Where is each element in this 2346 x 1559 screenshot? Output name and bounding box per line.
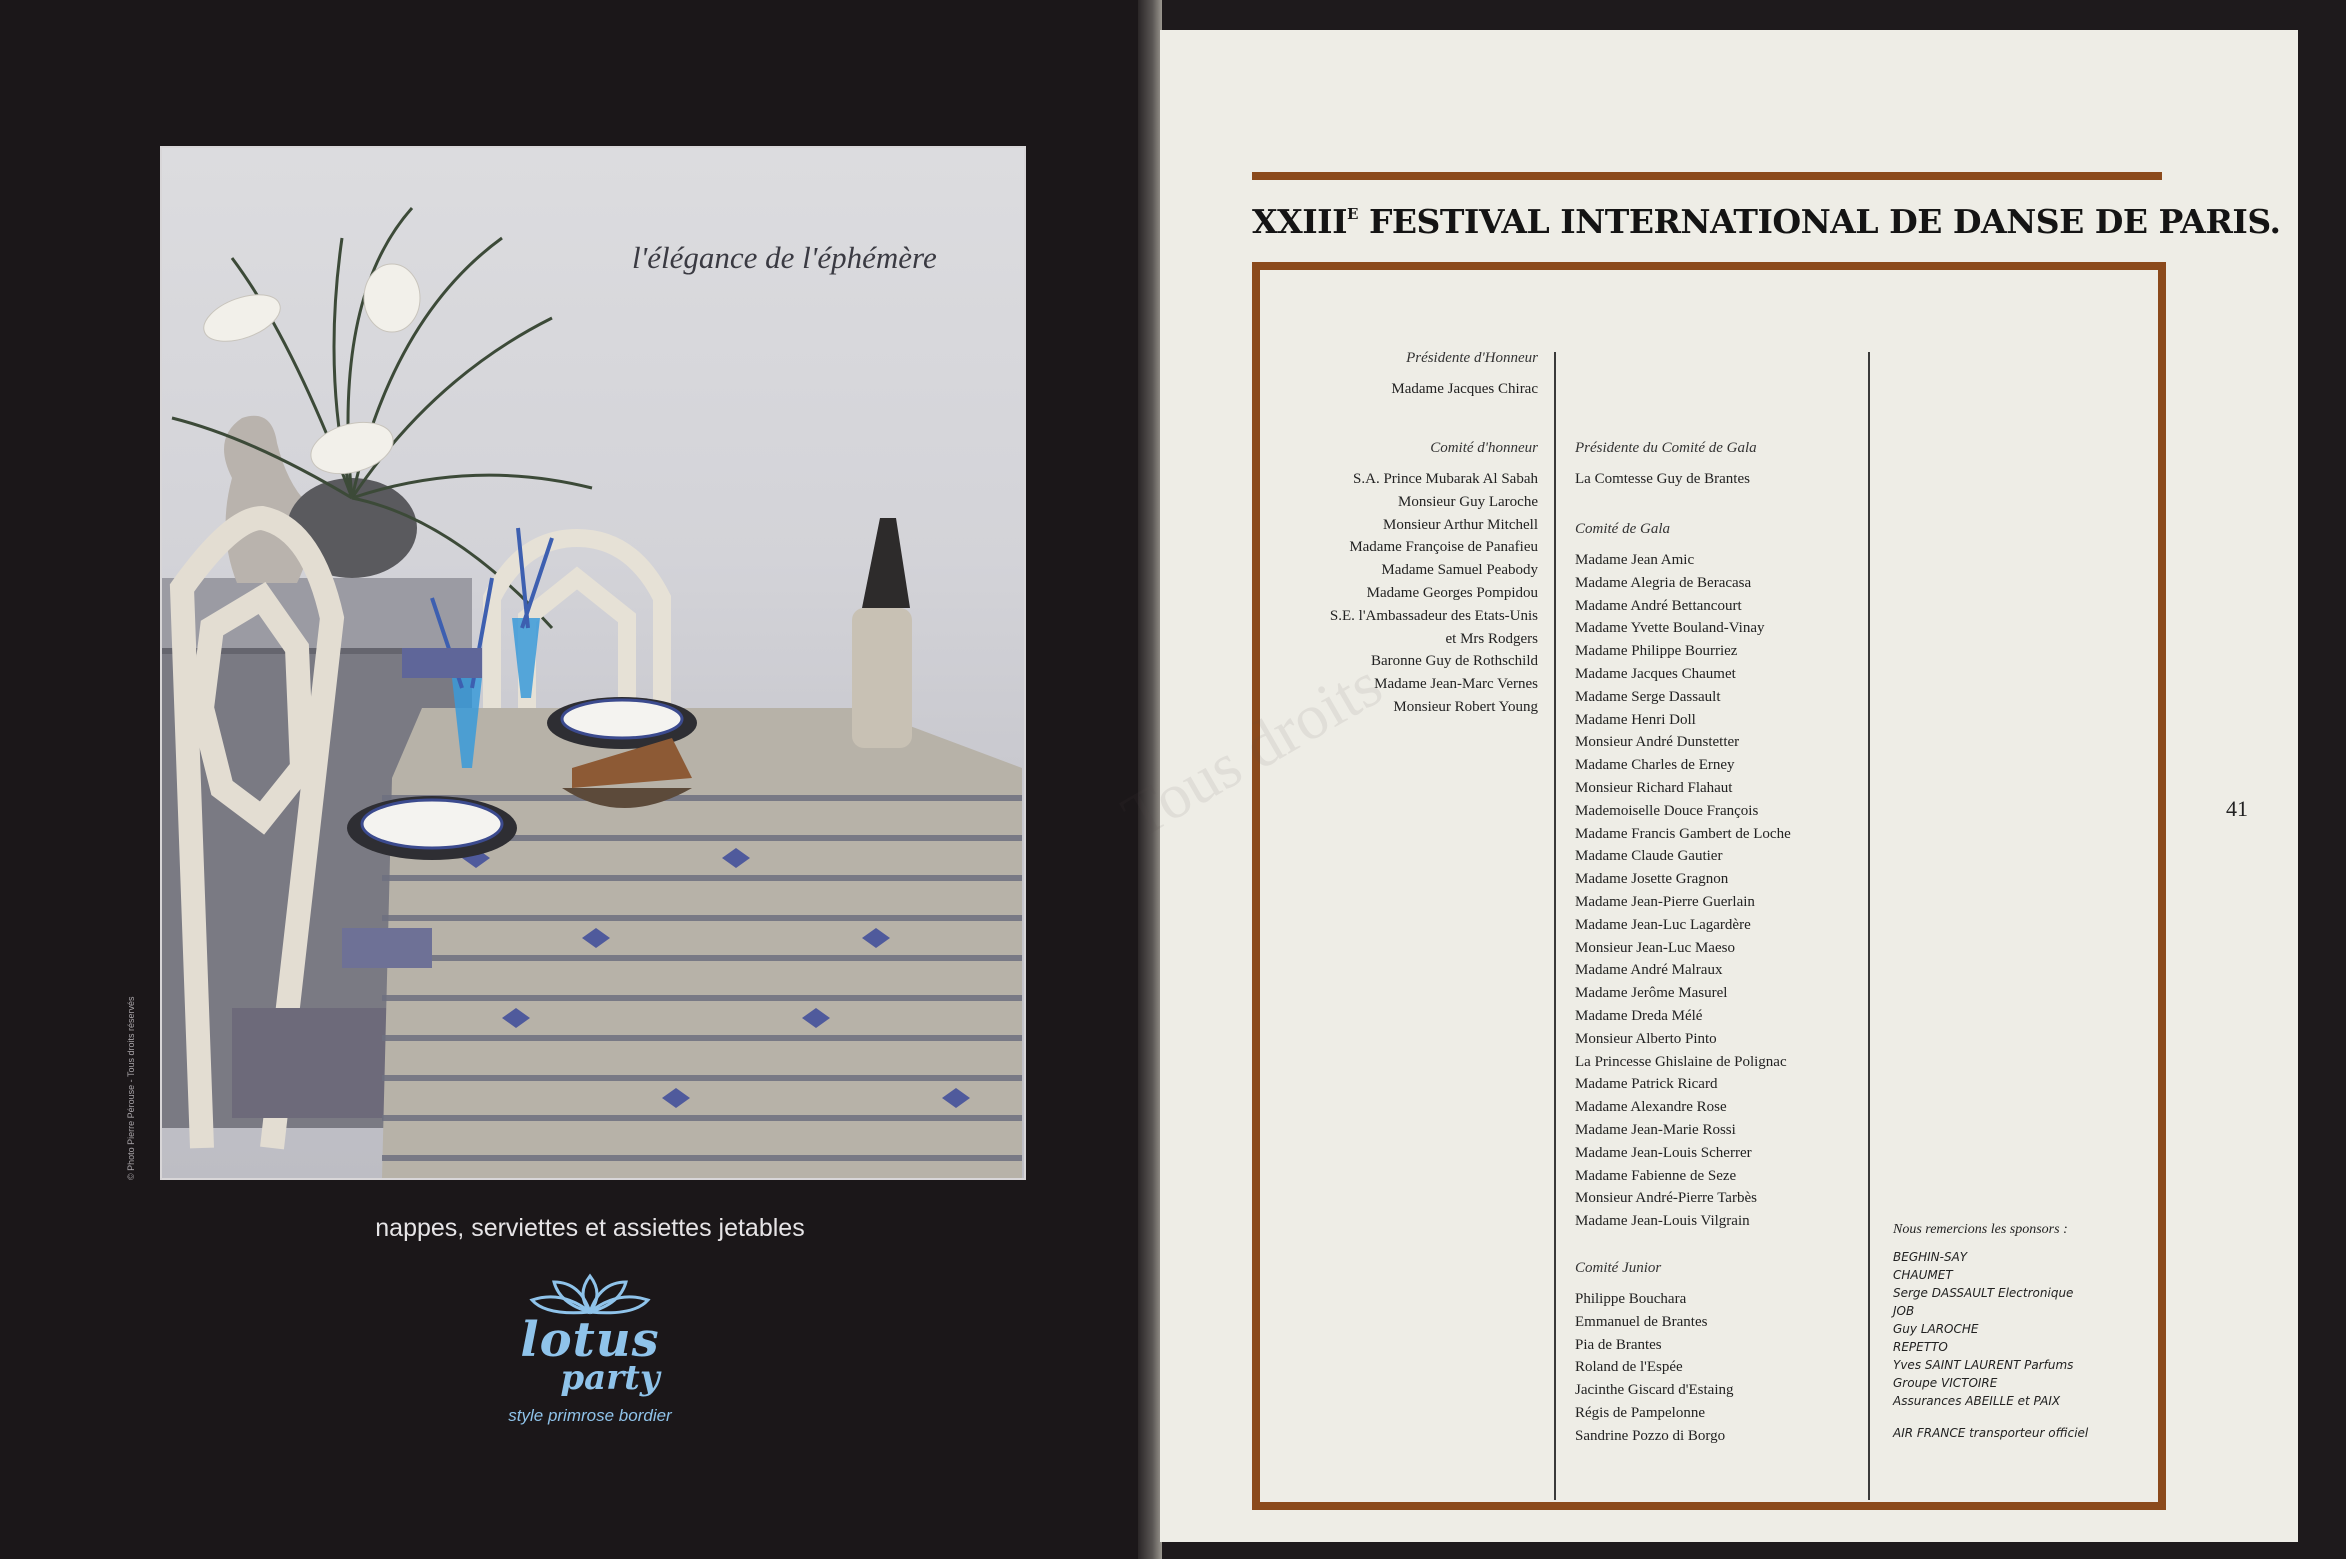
top-rule [1252,172,2162,180]
section-heading: Présidente du Comité de Gala [1575,440,1757,456]
table-setting-illustration [162,148,1024,1178]
logo-subtitle: style primrose bordier [508,1406,672,1425]
sponsor-item: REPETTO [1893,1340,1948,1354]
photo-credit: © Photo Pierre Pérouse - Tous droits réservés [126,996,136,1180]
festival-title [1252,202,2281,241]
right-page-committee [1110,30,2298,1542]
section-heading: Comité d'honneur [1430,440,1538,456]
presidente-gala-section [1575,440,1757,491]
list-item: Madame Alegria de Beracasa [1575,574,1752,591]
column-divider [1868,352,1870,1500]
comite-gala-section [1575,521,1791,1233]
list-item: Madame Dreda Mélé [1575,1007,1703,1024]
list-item: Madame Françoise de Panafieu [1349,539,1538,556]
list-item: Monsieur André Dunstetter [1575,734,1740,751]
list-item: Madame Charles de Erney [1575,757,1735,774]
list-item: Madame Jacques Chirac [1391,381,1538,397]
list-item: Monsieur André-Pierre Tarbès [1575,1190,1757,1207]
title-text: FESTIVAL INTERNATIONAL DE DANSE DE PARIS. [1357,202,2281,241]
list-item: Madame Jacques Chaumet [1575,665,1736,682]
list-item: Madame Henri Doll [1575,711,1696,728]
list-item: Jacinthe Giscard d'Estaing [1575,1382,1734,1399]
sponsors-section [1893,1222,2088,1440]
watermark: Tous droits [1110,648,1394,853]
title-superscript: E [1347,205,1358,223]
official-carrier: AIR FRANCE transporteur officiel [1893,1426,2089,1440]
list-item: Monsieur Richard Flahaut [1575,779,1733,796]
list-item: Monsieur Alberto Pinto [1575,1030,1717,1047]
list-item: La Comtesse Guy de Brantes [1575,471,1750,487]
list-item: Madame Francis Gambert de Loche [1575,825,1791,842]
sponsor-item: Guy LAROCHE [1893,1322,1979,1336]
sponsor-item: Assurances ABEILLE et PAIX [1893,1394,2061,1408]
list-item: Madame Jean-Pierre Guerlain [1575,893,1755,910]
list-item: S.E. l'Ambassadeur des Etats-Unis [1329,607,1538,624]
party-logo-word: party [560,1358,660,1398]
ad-caption: l'élégance de l'éphémère [632,240,937,275]
list-item: Sandrine Pozzo di Borgo [1575,1427,1726,1444]
list-item: Monsieur Robert Young [1393,698,1538,715]
page-number: 41 [2226,796,2248,821]
list-item: Monsieur Jean-Luc Maeso [1575,939,1735,956]
list-item: Madame Patrick Ricard [1575,1076,1718,1093]
list-item: Madame Josette Gragnon [1575,871,1729,888]
lotus-logo-word: lotus [520,1312,660,1368]
list-item: Emmanuel de Brantes [1575,1313,1708,1330]
ad-tagline: nappes, serviettes et assiettes jetables [375,1214,805,1242]
sponsor-item: JOB [1893,1304,1915,1318]
section-heading: Présidente d'Honneur [1406,350,1538,366]
list-item: Philippe Bouchara [1575,1291,1687,1307]
title-numeral: XXIII [1252,202,1348,241]
book-gutter [1138,0,1162,1559]
list-item: Madame Yvette Bouland-Vinay [1575,620,1765,637]
list-item: Madame André Bettancourt [1575,597,1742,614]
list-item: Madame Georges Pompidou [1366,584,1538,601]
list-item: Madame Samuel Peabody [1381,562,1538,579]
list-item: Pia de Brantes [1575,1336,1662,1353]
list-item: Madame Jean-Luc Lagardère [1575,916,1751,933]
sponsor-item: Yves SAINT LAURENT Parfums [1893,1358,2074,1372]
column-divider [1554,352,1556,1500]
list-item: Madame Claude Gautier [1575,848,1723,865]
list-item: Monsieur Arthur Mitchell [1383,516,1538,533]
list-item: Baronne Guy de Rothschild [1370,653,1538,670]
bottom-rule [1252,1502,2166,1510]
list-item: S.A. Prince Mubarak Al Sabah [1353,471,1538,487]
comite-honneur-section [1330,440,1538,719]
list-item: Madame Jean-Marie Rossi [1575,1121,1736,1138]
sponsor-item: Serge DASSAULT Electronique [1893,1286,2074,1300]
list-item: Madame Fabienne de Seze [1575,1167,1737,1184]
sponsor-item: Groupe VICTOIRE [1893,1376,1998,1390]
list-item: Madame Alexandre Rose [1575,1099,1727,1116]
sponsor-item: BEGHIN-SAY [1893,1250,1968,1264]
list-item: Régis de Pampelonne [1575,1404,1705,1421]
list-item: Madame Philippe Bourriez [1575,643,1738,660]
list-item: Roland de l'Espée [1575,1359,1683,1376]
list-item: Madame Jerôme Masurel [1575,985,1728,1002]
list-item: Madame Jean-Marc Vernes [1374,676,1538,693]
section-heading: Comité de Gala [1575,521,1670,537]
list-item: Madame André Malraux [1575,962,1723,979]
section-heading: Comité Junior [1575,1260,1662,1276]
list-item: Monsieur Guy Laroche [1398,493,1538,510]
table-setting-photo [160,146,1026,1180]
list-item: Madame Serge Dassault [1575,688,1721,705]
sponsors-heading: Nous remercions les sponsors : [1893,1222,2068,1237]
left-page-advertisement [0,0,1138,1559]
list-item: Madame Jean-Louis Vilgrain [1575,1213,1750,1230]
list-item: et Mrs Rodgers [1445,630,1538,647]
comite-junior-section [1575,1260,1734,1448]
list-item: Madame Jean-Louis Scherrer [1575,1144,1752,1161]
list-item: Madame Jean Amic [1575,552,1695,568]
list-item: Mademoiselle Douce François [1575,802,1759,819]
sponsor-item: CHAUMET [1893,1268,1953,1282]
presidente-honneur-section [1391,350,1538,401]
list-item: La Princesse Ghislaine de Polignac [1575,1053,1787,1070]
